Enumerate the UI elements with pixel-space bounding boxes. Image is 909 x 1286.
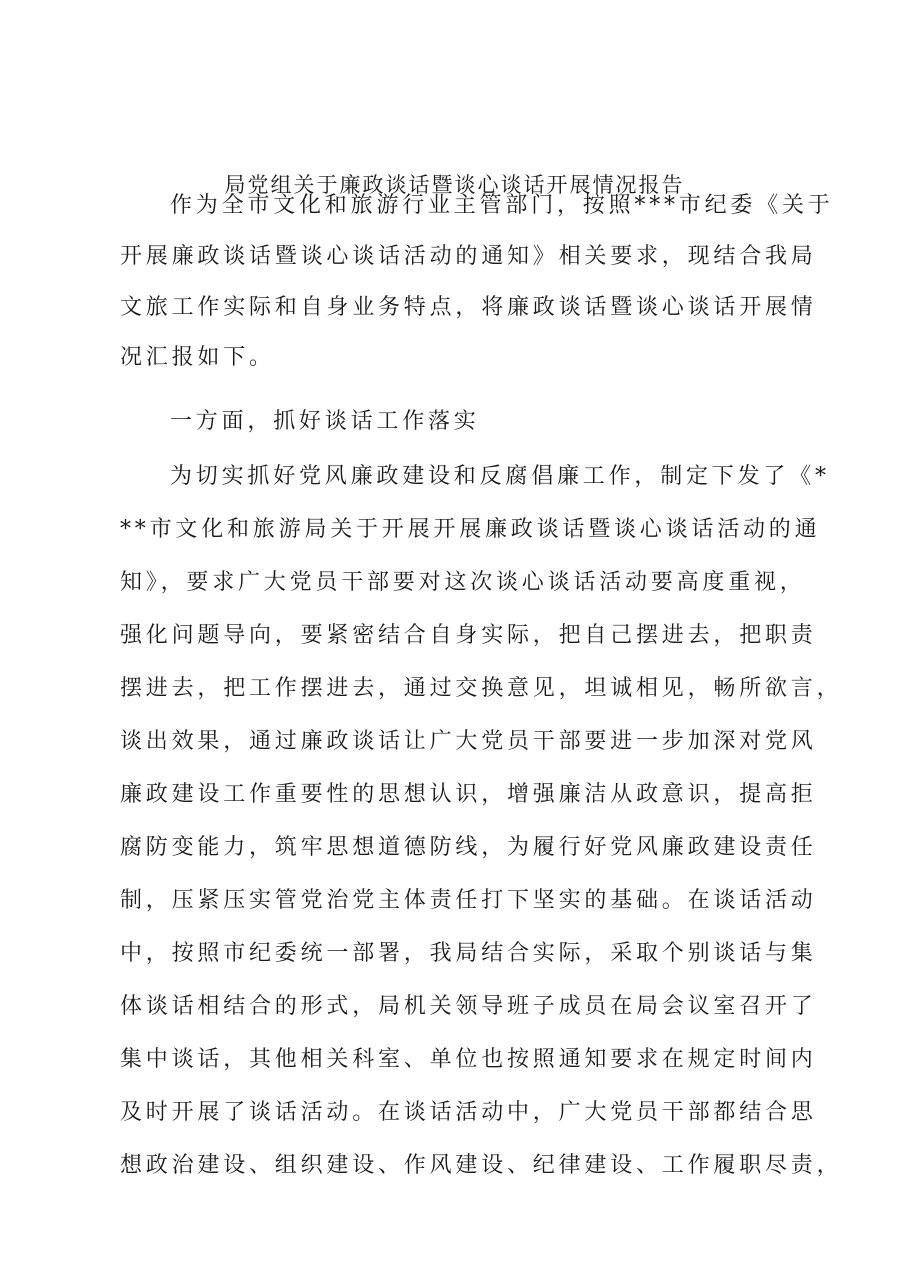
body-line-7: 廉政建设工作重要性的思想认识，增强廉洁从政意识，提高拒 xyxy=(120,782,817,807)
intro-line-4: 况汇报如下。 xyxy=(120,345,275,370)
body-line-9: 制，压紧压实管党治党主体责任打下坚实的基础。在谈话活动 xyxy=(120,888,817,913)
body-line-8: 腐防变能力，筑牢思想道德防线，为履行好党风廉政建设责任 xyxy=(120,835,817,860)
body-line-4: 强化问题导向，要紧密结合自身实际，把自己摆进去，把职责 xyxy=(120,623,817,648)
body-line-2: **市文化和旅游局关于开展开展廉政谈话暨谈心谈话活动的通 xyxy=(120,517,821,542)
body-line-6: 谈出效果，通过廉政谈话让广大党员干部要进一步加深对党风 xyxy=(120,729,817,754)
body-line-13: 及时开展了谈话活动。在谈话活动中，广大党员干部都结合思 xyxy=(120,1100,817,1125)
intro-line-3: 文旅工作实际和自身业务特点，将廉政谈话暨谈心谈话开展情 xyxy=(120,295,817,320)
body-line-5: 摆进去，把工作摆进去，通过交换意见，坦诚相见，畅所欲言， xyxy=(120,676,843,701)
document-title: 局党组关于廉政谈话暨谈心谈话开展情况报告 xyxy=(224,173,685,197)
intro-line-2: 开展廉政谈话暨谈心谈话活动的通知》相关要求，现结合我局 xyxy=(120,244,817,269)
section-heading: 一方面，抓好谈话工作落实 xyxy=(170,409,480,434)
body-line-14: 想政治建设、组织建设、作风建设、纪律建设、工作履职尽责， xyxy=(120,1153,843,1178)
body-line-11: 体谈话相结合的形式，局机关领导班子成员在局会议室召开了 xyxy=(120,994,817,1019)
intro-line-1: 作为全市文化和旅游行业主管部门，按照***市纪委《关于 xyxy=(170,193,834,218)
body-line-3: 知》，要求广大党员干部要对这次谈心谈话活动要高度重视， xyxy=(120,570,806,595)
body-line-10: 中，按照市纪委统一部署，我局结合实际，采取个别谈话与集 xyxy=(120,941,817,966)
body-line-1: 为切实抓好党风廉政建设和反腐倡廉工作，制定下发了《* xyxy=(170,464,830,489)
body-line-12: 集中谈话，其他相关科室、单位也按照通知要求在规定时间内 xyxy=(120,1047,817,1072)
